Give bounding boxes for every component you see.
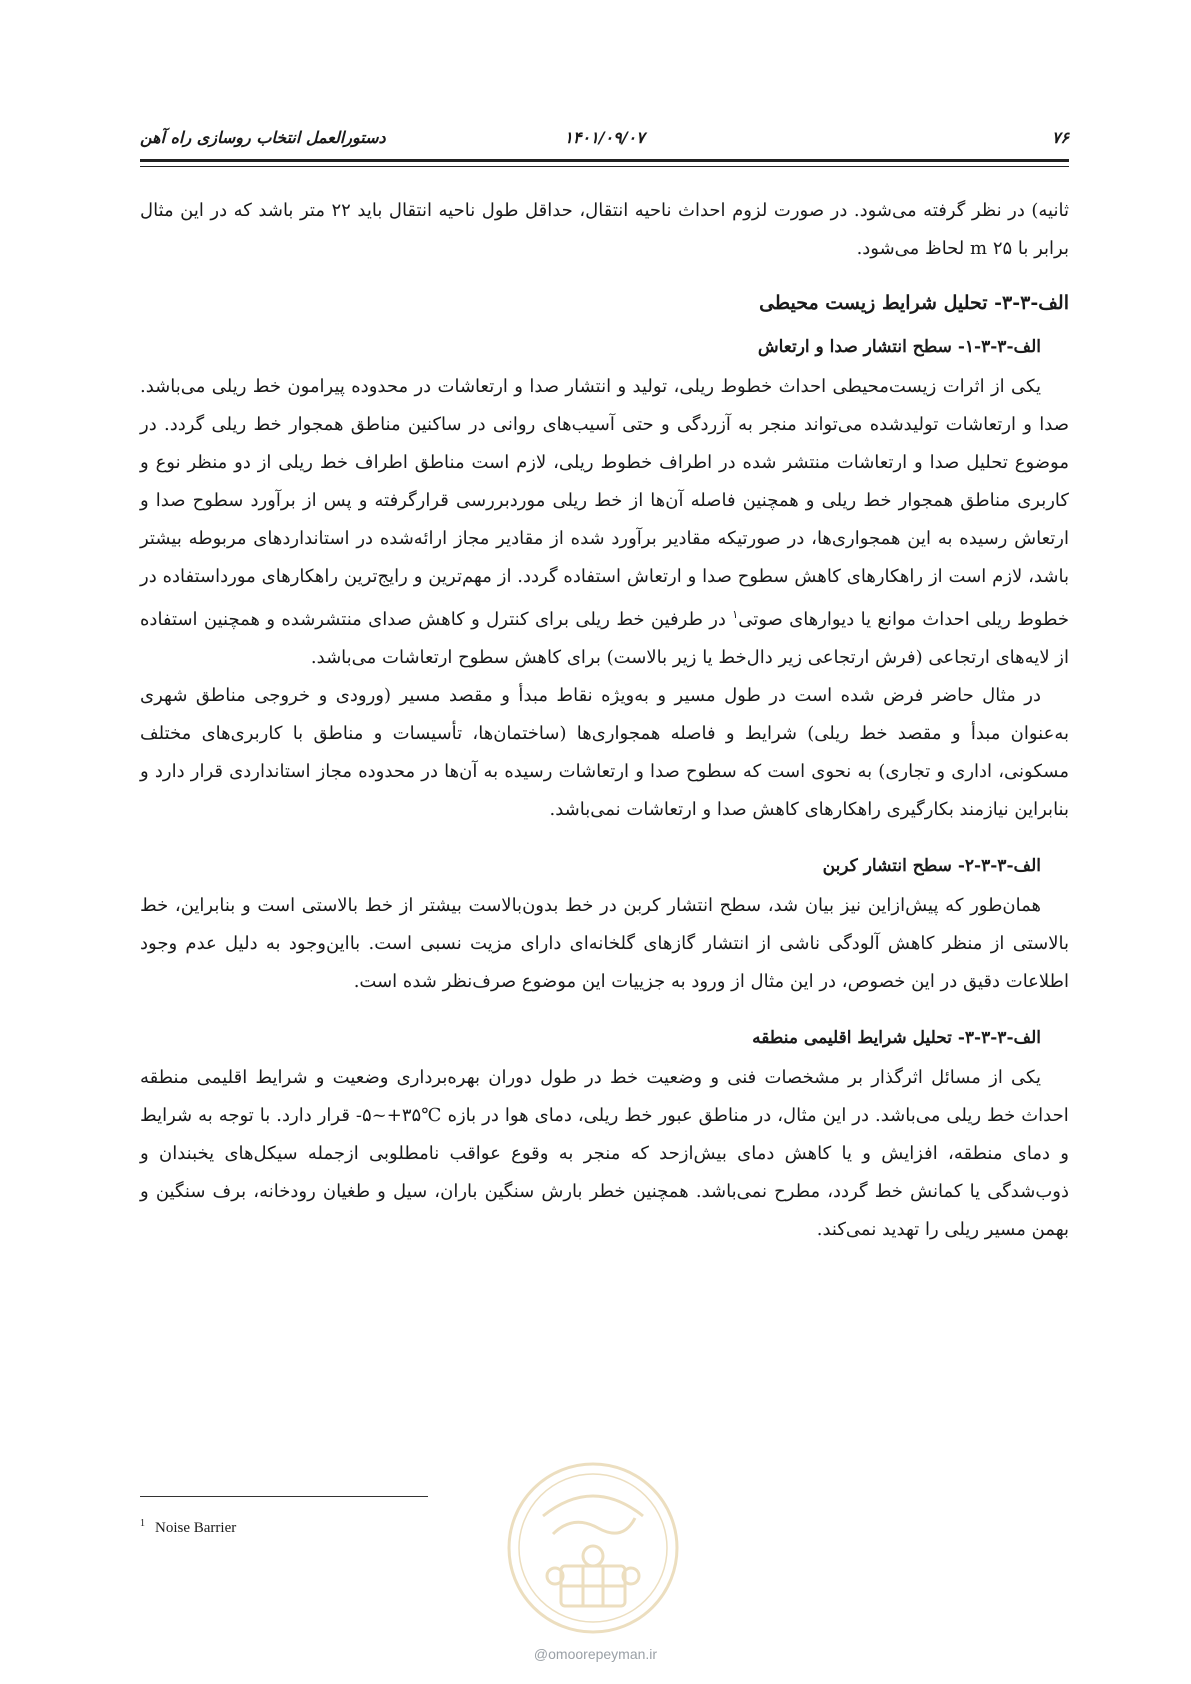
header-date: ۱۴۰۱/۰۹/۰۷ <box>564 128 645 147</box>
running-header <box>140 128 1069 152</box>
footnote-reference[interactable]: ۱ <box>732 608 739 621</box>
footnote-marker: 1 <box>140 1518 145 1529</box>
noise-paragraph-1 <box>140 368 1069 677</box>
subsection-heading-climate: الف-۳-۳-۳- تحلیل شرایط اقلیمی منطقه <box>752 1028 1041 1048</box>
intro-paragraph: ثانیه) در نظر گرفته می‌شود. در صورت لزوم احداث ناحیه انتقال، حداقل طول ناحیه انتقال باید ۲۲ متر باشد که در این مثال برابر با ۲۵ m لحاظ می‌شود. <box>140 200 1069 259</box>
subsection-heading-carbon: الف-۳-۳-۲- سطح انتشار کربن <box>822 856 1041 876</box>
watermark-url: @omoorepeyman.ir <box>533 1646 658 1662</box>
seal-watermark-icon <box>503 1456 683 1641</box>
footnote-separator <box>140 1496 428 1497</box>
subsection-heading-noise: الف-۳-۳-۱- سطح انتشار صدا و ارتعاش <box>757 337 1041 357</box>
noise-paragraph-2: در مثال حاضر فرض شده است در طول مسیر و به‌ویژه نقاط مبدأ و مقصد مسیر (ورودی و خروجی مناطق شهری به‌عنوان مبدأ و مقصد خط ریلی) شرایط و فاصله همجواری‌ها (ساختمان‌ها، تأسیسات و مناطق با کاربری‌های مختلف مسکونی، اداری و تجاری) به نحوی است که سطوح صدا و ارتعاشات رسیده به آن‌ها در محدوده مجاز استانداردی قرار دارد و بنابراین نیازمند بکارگیری راهکارهای کاهش صدا و ارتعاشات نمی‌باشد. <box>140 685 1069 820</box>
footnote <box>140 1518 236 1537</box>
noise-paragraph-1-part-b: در طرفین خط ریلی برای کنترل و کاهش صدای منتشرشده و همچنین استفاده از لایه‌های ارتجاعی (فرش ارتجاعی زیر دال‌خط یا زیر بالاست) برای کاهش سطوح ارتعاشات می‌باشد. <box>140 609 1069 668</box>
header-rule-thin <box>140 166 1069 167</box>
section-heading: الف-۳-۳- تحلیل شرایط زیست محیطی <box>759 292 1069 314</box>
climate-paragraph: یکی از مسائل اثرگذار بر مشخصات فنی و وضعیت خط در طول دوران بهره‌برداری وضعیت و شرایط اقلیمی منطقه احداث خط ریلی می‌باشد. در این مثال، در مناطق عبور خط ریلی، دمای هوا در بازه ℃۳۵+~۵- قرار دارد. با توجه به شرایط و دمای منطقه، افزایش و یا کاهش دمای بیش‌ازحد که منجر به وقوع عواقب نامطلوبی ازجمله سیکل‌های یخبندان و ذوب‌شدگی یا کمانش خط گردد، مطرح نمی‌باشد. همچنین خطر بارش سنگین باران، سیل و طغیان رودخانه، برف سنگین و بهمن مسیر ریلی را تهدید نمی‌کند. <box>140 1067 1069 1240</box>
header-title: دستورالعمل انتخاب روسازی راه آهن <box>140 128 386 147</box>
header-rule-thick <box>140 159 1069 162</box>
noise-paragraph-1-part-a: یکی از اثرات زیست‌محیطی احداث خطوط ریلی، تولید و انتشار صدا و ارتعاشات در محدوده پیرامون خط ریلی می‌باشد. صدا و ارتعاشات تولیدشده می‌تواند منجر به آزردگی و حتی آسیب‌های روانی در ساکنین مناطق همجوار خط ریلی گردد. در موضوع تحلیل صدا و ارتعاشات منتشر شده در اطراف خطوط ریلی، لازم است مناطق اطراف خط ریلی از دو منظر نوع و کاربری مناطق همجوار خط ریلی و همچنین فاصله آن‌ها از خط ریلی موردبررسی قرارگرفته و پس از برآورد سطوح صدا و ارتعاش رسیده به این همجواری‌ها، در صورتیکه مقادیر برآورد شده از مقادیر مجاز ارائه‌شده در استانداردهای مربوطه بیشتر باشد، لازم است از راهکارهای کاهش سطوح صدا و ارتعاش استفاده گردد. از مهم‌ترین و رایج‌ترین راهکارهای مورداستفاده در خطوط ریلی احداث موانع یا دیوارهای صوتی <box>140 376 1069 630</box>
footnote-text: Noise Barrier <box>155 1520 237 1536</box>
page-number: ۷۶ <box>1051 128 1069 147</box>
main-content <box>140 192 1069 1249</box>
carbon-paragraph: همان‌طور که پیش‌ازاین نیز بیان شد، سطح انتشار کربن در خط بدون‌بالاست بیشتر از خط بالاستی است و بنابراین، خط بالاستی از منظر کاهش آلودگی ناشی از انتشار گازهای گلخانه‌ای دارای مزیت نسبی است. بااین‌وجود به دلیل عدم وجود اطلاعات دقیق در این خصوص، در این مثال از ورود به جزییات این موضوع صرف‌نظر شده است. <box>140 895 1069 992</box>
